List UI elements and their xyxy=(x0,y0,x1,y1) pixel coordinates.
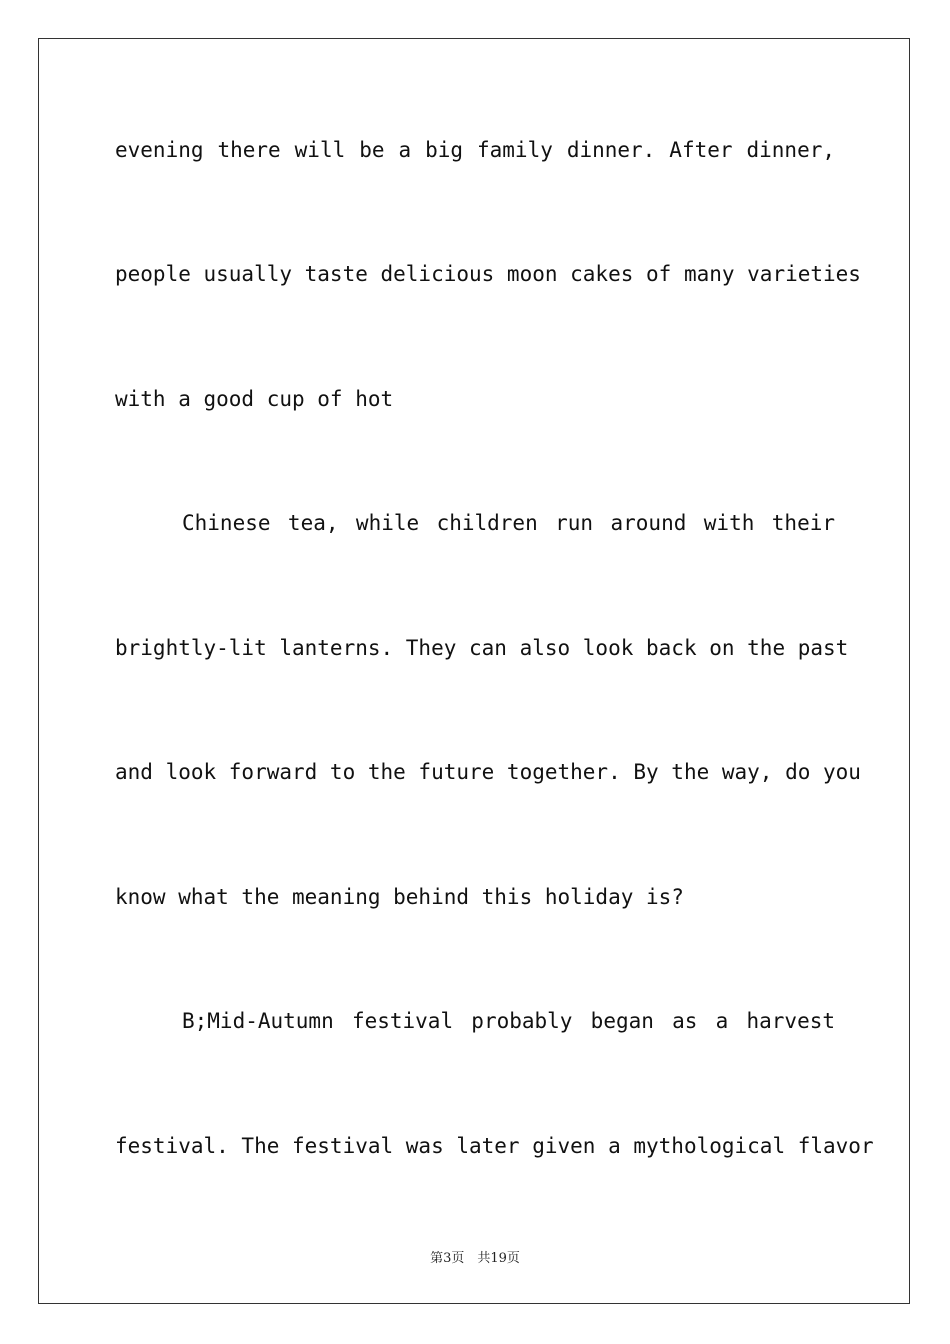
paragraph-line: evening there will be a big family dinner. After dinner, xyxy=(115,138,835,162)
paragraph-line: festival. The festival was later given a mythological flavor xyxy=(115,1134,874,1158)
paragraph-line: with a good cup of hot xyxy=(115,387,394,411)
paragraph-line: people usually taste delicious moon cakes of many varieties xyxy=(115,262,861,286)
paragraph-line: brightly-lit lanterns. They can also look back on the past xyxy=(115,636,849,660)
paragraph-line: and look forward to the future together. By the way, do you xyxy=(115,760,861,784)
paragraph-line: B;Mid-Autumn festival probably began as a harvest xyxy=(182,1009,835,1033)
page-frame xyxy=(38,38,910,1304)
paragraph-line: know what the meaning behind this holiday is? xyxy=(115,885,684,909)
paragraph-line: Chinese tea, while children run around with their xyxy=(182,511,835,535)
page-number-footer: 第3页 共19页 xyxy=(430,1251,520,1266)
